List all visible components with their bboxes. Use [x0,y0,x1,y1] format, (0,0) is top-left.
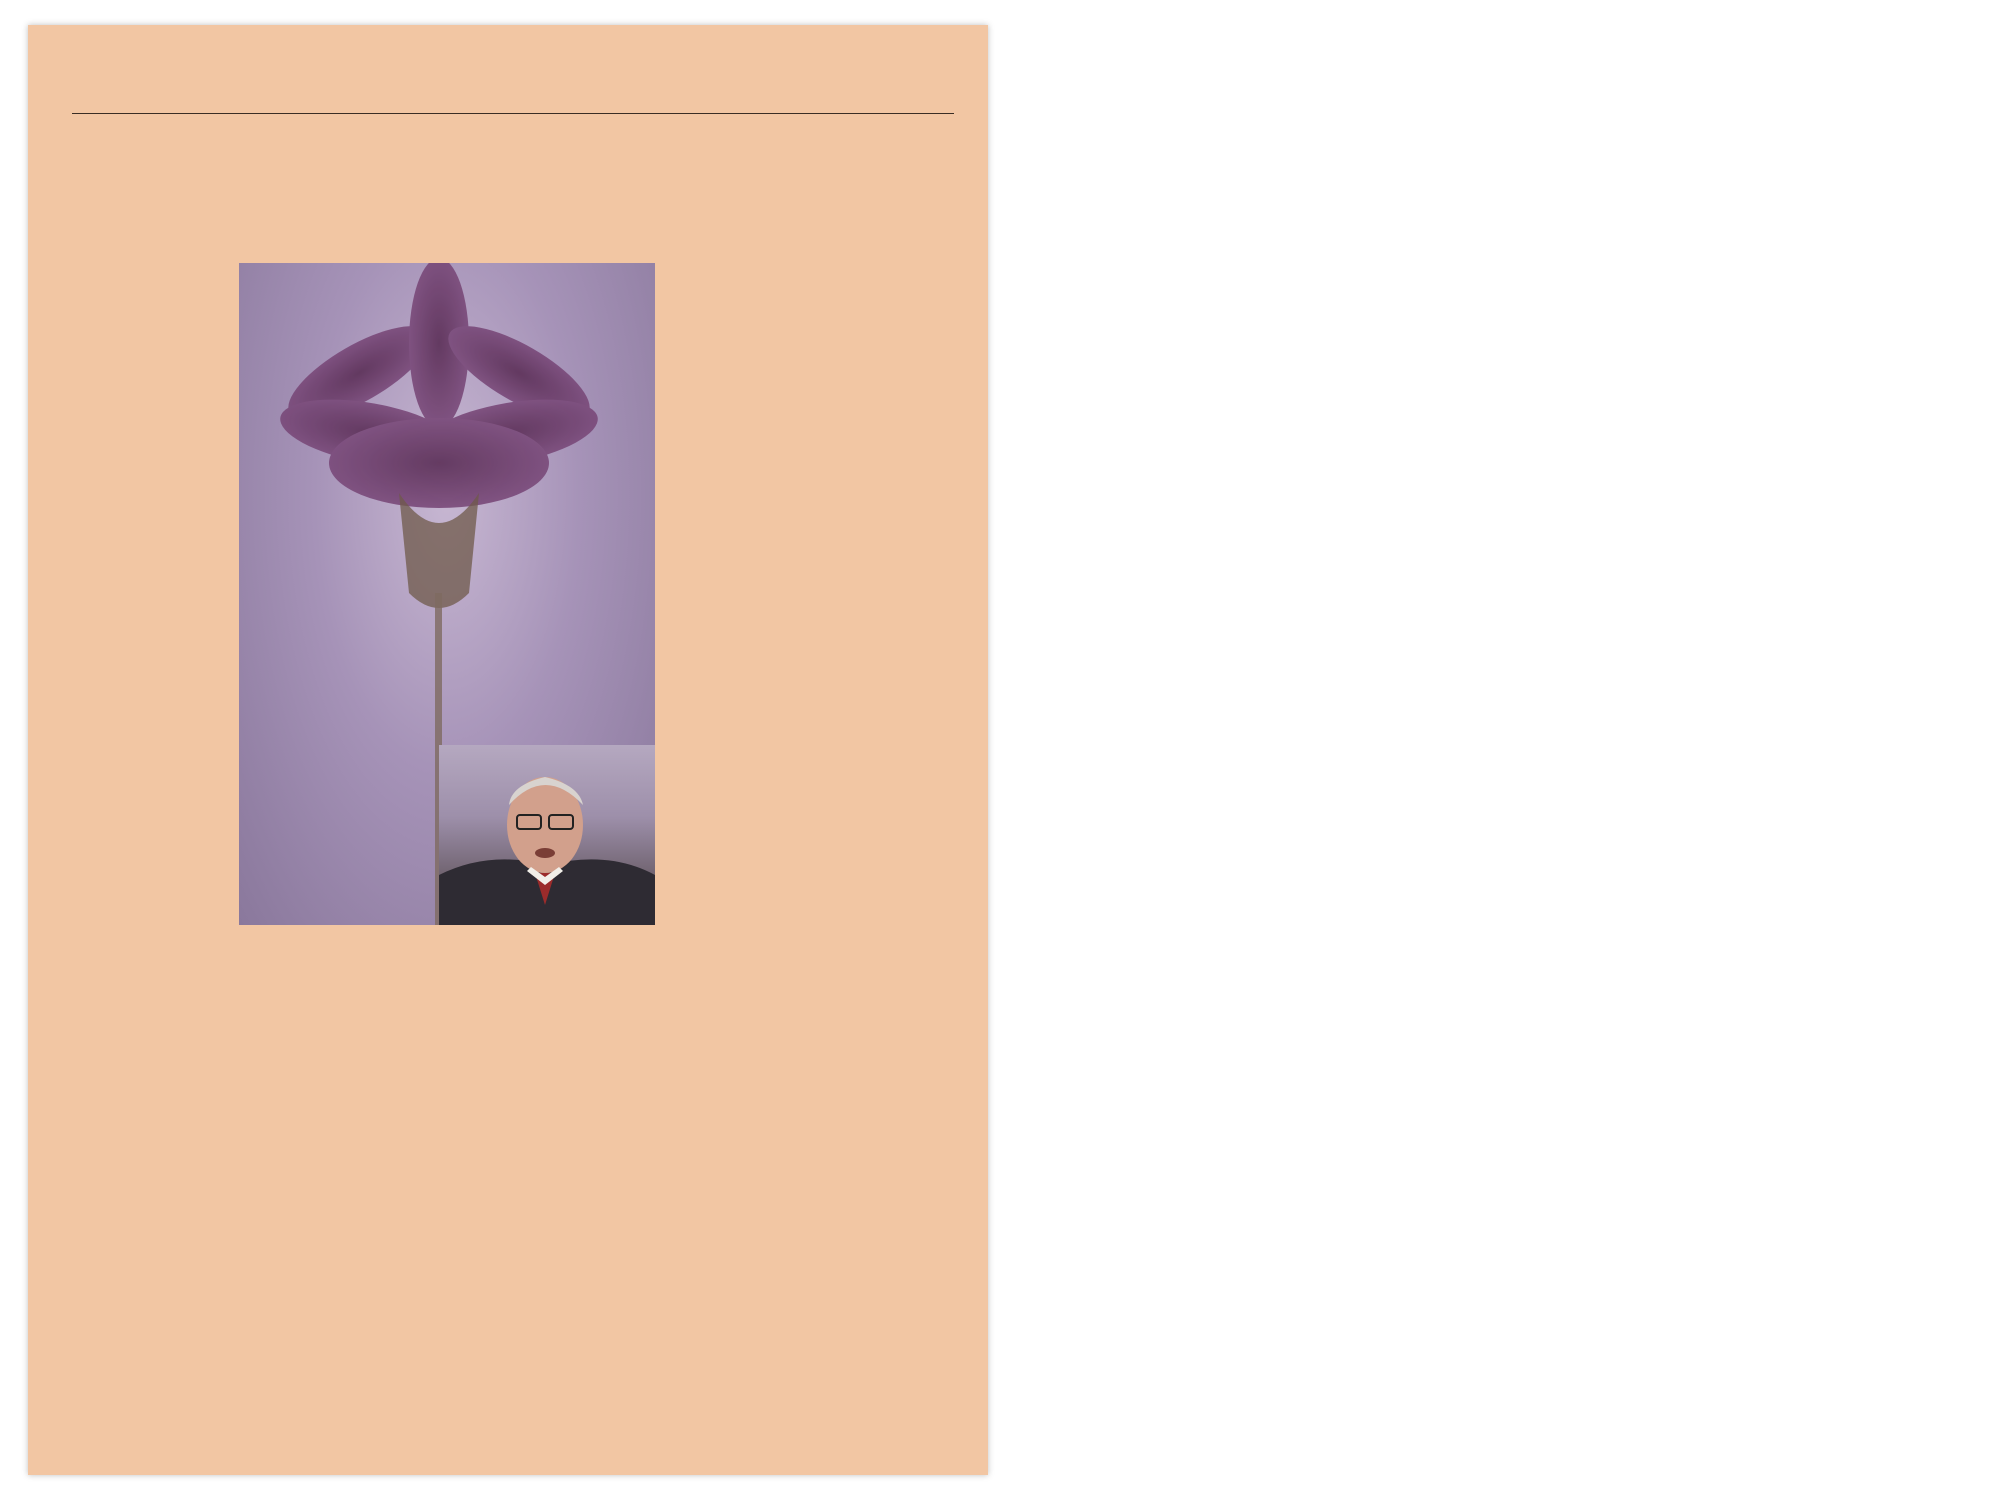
article-column-1 [72,261,229,1301]
left-running-head [72,95,954,111]
article-column-3 [406,995,562,1301]
hans-blix-portrait [439,745,655,925]
article-column-4 [665,263,957,1301]
header-rule [72,113,954,114]
article-column-2 [239,995,395,1301]
left-newspaper-page [28,25,988,1475]
portrait-illustration [439,745,655,925]
